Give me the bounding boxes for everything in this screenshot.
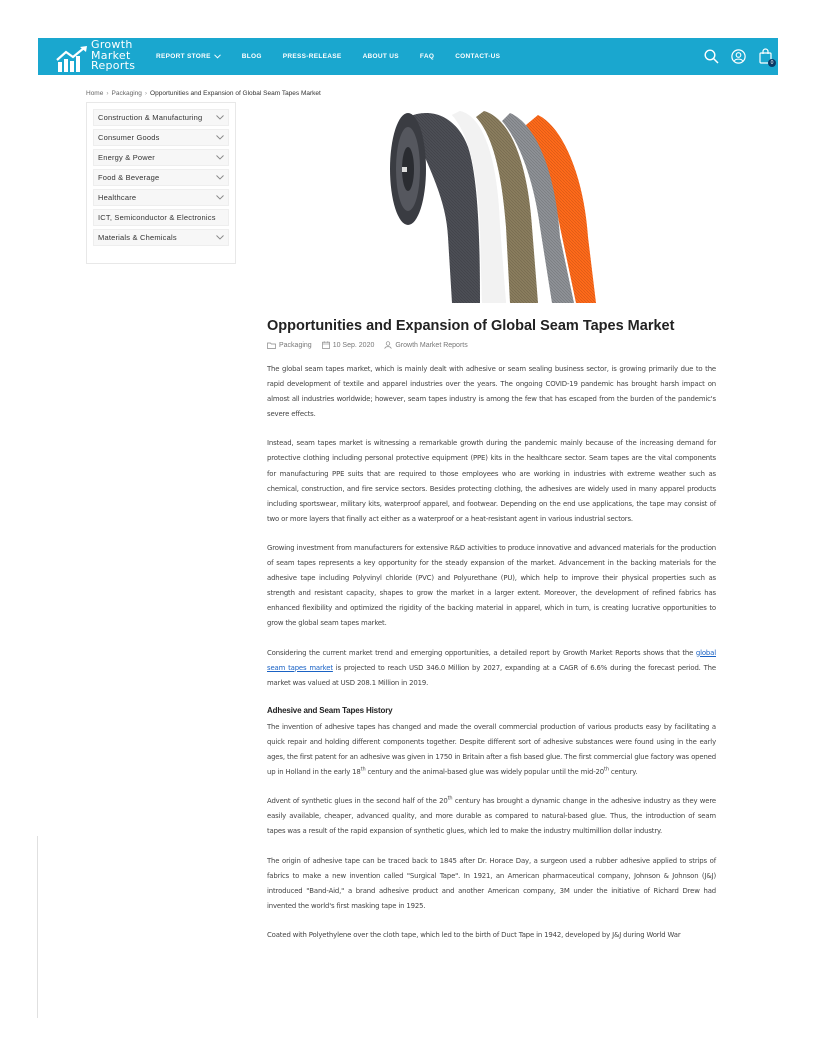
article-category[interactable]: [267, 342, 312, 349]
superscript: th: [360, 766, 366, 773]
cart-button[interactable]: [757, 47, 773, 65]
article-paragraph: Growing investment from manufacturers for extensive R&D activities to produce innovative and advanced materials for the production of seam tapes represents a key opportunity for the steady expansion of the market. Advancement in the backing materials for the adhesive tape including Polyvinyl chloride (PVC) and Polyurethane (PU), which help to improve their physical properties such as strength and resistant capacity, shapes to grow the market in a larger extent. Moreover, the development of refined fabrics has enhanced flexibility and optimized the rigidity of the backing material in apparel, which in turn, is creating lucrative opportunities to grow the global seam tapes market.: [267, 543, 716, 628]
sidebar-item-label: ICT, Semiconductor & Electronics: [98, 213, 216, 222]
article-paragraph: [267, 720, 716, 780]
article-paragraph: [267, 646, 716, 691]
account-button[interactable]: [730, 47, 746, 65]
sidebar-item-materials-chemicals[interactable]: [93, 229, 229, 246]
superscript: th: [447, 795, 453, 802]
article-date: [322, 341, 375, 349]
growth-chart-logo-icon: [56, 46, 92, 72]
sidebar-item-label: Consumer Goods: [98, 133, 160, 142]
nav-report-store[interactable]: [156, 53, 221, 60]
chevron-down-icon: [216, 175, 224, 180]
folder-icon: [267, 342, 276, 349]
search-button[interactable]: [703, 47, 719, 65]
chevron-down-icon: [214, 54, 221, 59]
divider: [37, 836, 38, 1018]
article-category-label: Packaging: [279, 341, 312, 349]
chevron-down-icon: [216, 235, 224, 240]
paragraph-text: is projected to reach USD 346.0 Million by 2027, expanding at a CAGR of 6.6% during the forecast period. The market was valued at USD 208.1 Million in 2019.: [267, 663, 716, 687]
logo-line-3: Reports: [91, 59, 136, 72]
nav-report-store-label: REPORT STORE: [156, 53, 211, 60]
sidebar-item-energy-power[interactable]: [93, 149, 229, 166]
superscript: th: [604, 766, 609, 773]
chevron-down-icon: [216, 195, 224, 200]
nav-blog-label: BLOG: [241, 53, 262, 60]
header-actions: [692, 47, 773, 65]
nav-faq-label: FAQ: [419, 53, 435, 60]
article-meta: [267, 341, 716, 349]
chevron-down-icon: [216, 115, 224, 120]
search-icon: [704, 49, 719, 64]
paragraph-text: century has brought a dynamic change in the adhesive industry as they were easily available, cheaper, advanced quality, and more durable as compared to natural-based glue. Thus, the introduction of seam tapes was a result of the rapid expansion of synthetic glues, which led to make the industry multimillion dollar industry.: [267, 797, 717, 836]
nav-press-release-label: PRESS-RELEASE: [282, 53, 342, 60]
sidebar-item-healthcare[interactable]: [93, 189, 229, 206]
article-paragraph: The origin of adhesive tape can be traced back to 1845 after Dr. Horace Day, a surgeon used a rubber adhesive applied to strips of fabrics to make a new invention called "Surgical Tape". In 1921, an American pharmaceutical company, Johnson & Johnson (J&J) introduced "Band-Aid," a brand adhesive product and another American company, 3M under the initiative of Richard Drew had invented the world's first masking tape in 1925.: [267, 856, 716, 910]
breadcrumb-home[interactable]: Home: [86, 90, 104, 97]
sidebar-item-label: Energy & Power: [98, 153, 155, 162]
nav-contact-us[interactable]: [455, 53, 500, 60]
paragraph-text: century and the animal-based glue was widely popular until the mid-20: [365, 768, 605, 777]
sidebar-item-construction[interactable]: [93, 109, 229, 126]
logo-line-2: Market: [91, 48, 131, 62]
user-icon: [731, 49, 746, 64]
market-report-link[interactable]: global seam tapes market: [267, 648, 716, 672]
logo-line-1: Growth: [91, 38, 133, 51]
article-title: Opportunities and Expansion of Global Seam Tapes Market: [267, 318, 675, 334]
breadcrumb-category[interactable]: Packaging: [111, 90, 142, 97]
chevron-down-icon: [216, 155, 224, 160]
user-icon: [384, 341, 392, 349]
nav-contact-us-label: CONTACT-US: [455, 53, 501, 60]
article-body: [267, 362, 716, 943]
nav-about-us[interactable]: [363, 53, 399, 60]
article-paragraph: Instead, seam tapes market is witnessing a remarkable growth during the pandemic mainly because of the increasing demand for protective clothing including personal protective equipment (PPE) kits in the healthcare sector. Seam tapes are the vital components for manufacturing PPE suits that are required to those employees who are working in industries with extreme weather such as chemical, construction, and fire service sectors. Besides protecting clothing, the adhesives are widely used in many apparel products including sportswear, military kits, waterproof apparel, and footwear. Depending on the end use applications, the tape may consist of two or more layers that finally act either as a waterproof or a heat-resistant agent in various industrial sectors.: [267, 439, 716, 523]
chevron-down-icon: [216, 135, 224, 140]
calendar-icon: [322, 341, 330, 349]
nav-about-us-label: ABOUT US: [362, 53, 399, 60]
article-author[interactable]: [384, 341, 467, 349]
chevron-right-icon: ›: [144, 90, 148, 97]
breadcrumb: [86, 90, 321, 97]
chevron-right-icon: ›: [106, 90, 109, 97]
seam-tape-rolls-image: [388, 107, 600, 303]
cart-count-badge: 0: [768, 59, 776, 67]
paragraph-text: Advent of synthetic glues in the second half of the 20: [267, 797, 448, 806]
sidebar-item-label: Materials & Chemicals: [98, 233, 177, 242]
article-paragraph: Coated with Polyethylene over the cloth tape, which led to the birth of Duct Tape in 1942, developed by J&J during World War: [267, 930, 681, 939]
article-author-label: Growth Market Reports: [395, 341, 468, 349]
site-header: [38, 38, 778, 75]
paragraph-text: Considering the current market trend and emerging opportunities, a detailed report by Growth Market Reports shows that the: [267, 648, 696, 657]
article: [267, 318, 716, 957]
main-nav: [156, 38, 521, 75]
site-logo[interactable]: [56, 40, 151, 74]
nav-press-release[interactable]: [283, 53, 342, 60]
category-sidebar: [86, 102, 236, 264]
nav-blog[interactable]: [242, 53, 262, 60]
sidebar-item-consumer-goods[interactable]: [93, 129, 229, 146]
paragraph-text: The invention of adhesive tapes has changed and made the overall commercial production of various products easy by facilitating a quick repair and holding different components together. Despite different sort of adhesive substances were found using in the early ages, the first patent for an adhesive was given in 1750 in Britain after a fish based glue. The first commercial glue factory was opened up in Holland in the early 18: [267, 722, 716, 777]
paragraph-text: century.: [608, 768, 638, 777]
article-paragraph: The global seam tapes market, which is mainly dealt with adhesive or seam sealing business sector, is growing primarily due to the rapid development of textile and apparel industries over the years. The ongoing COVID-19 pandemic has brought harsh impact on almost all industries worldwide; however, seam tapes industry is among the few that has escaped from the burden of the pandemic's severe effects.: [267, 365, 716, 419]
section-heading: Adhesive and Seam Tapes History: [267, 705, 393, 715]
article-paragraph: [267, 794, 716, 839]
sidebar-item-food-beverage[interactable]: [93, 169, 229, 186]
nav-faq[interactable]: [420, 53, 434, 60]
sidebar-item-label: Healthcare: [98, 193, 137, 202]
breadcrumb-current: Opportunities and Expansion of Global Seam Tapes Market: [150, 90, 321, 97]
sidebar-item-label: Construction & Manufacturing: [98, 113, 203, 122]
sidebar-item-ict[interactable]: [93, 209, 229, 226]
logo-wordmark: [91, 40, 135, 72]
article-date-label: 10 Sep. 2020: [332, 341, 375, 349]
sidebar-item-label: Food & Beverage: [98, 173, 160, 182]
